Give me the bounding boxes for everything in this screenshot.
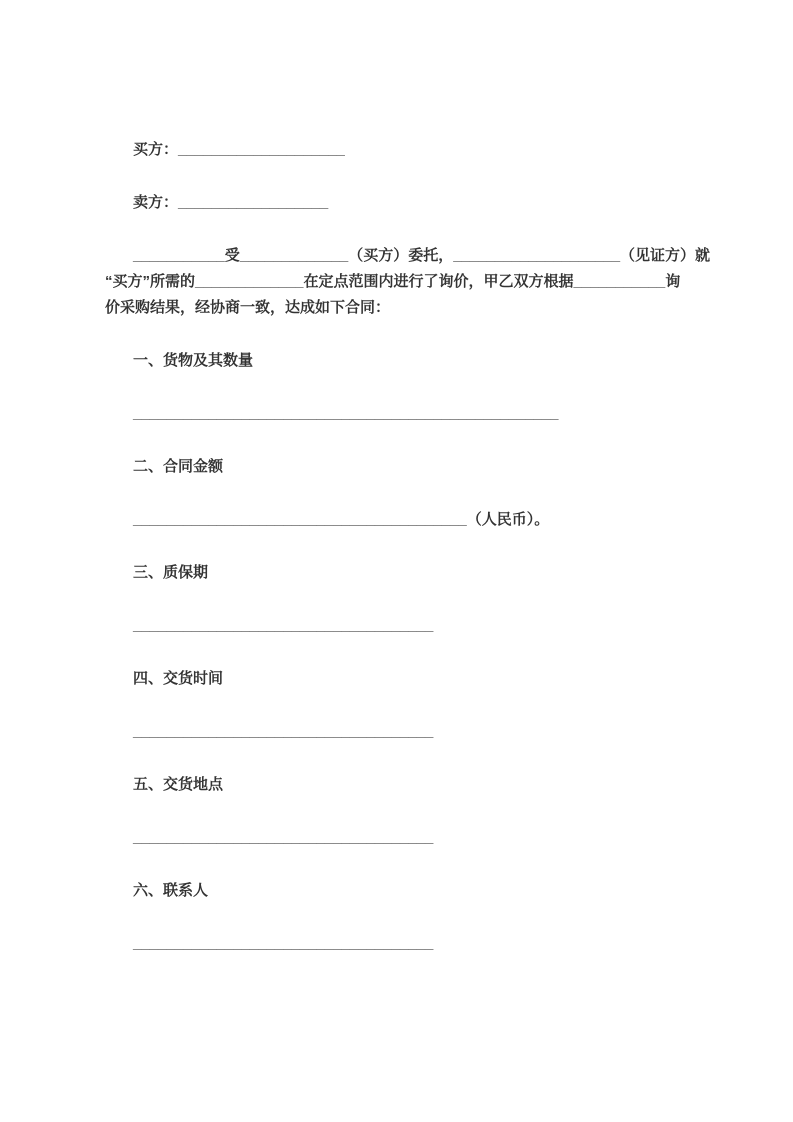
buyer-line — [105, 137, 697, 163]
intro-line-1: ___________受_____________（买方）委托，____________________（见证方）就 — [133, 247, 711, 264]
buyer-label: 买方： — [133, 141, 179, 158]
buyer-blank-field: ____________________ — [178, 141, 345, 158]
intro-line-2: “买方”所需的_____________在定点范围内进行了询价，甲乙双方根据___________询 — [105, 273, 681, 290]
section-2-blank-field: ________________________________________（人民币）。 — [133, 511, 550, 528]
section-3-blank-field: ____________________________________ — [133, 617, 434, 634]
seller-blank-field: __________________ — [178, 194, 329, 211]
seller-label: 卖方： — [133, 194, 179, 211]
section-6-title: 六、联系人 — [133, 882, 209, 899]
section-1-blank-field: ___________________________________________________ — [133, 405, 559, 422]
section-5-blank-field: ____________________________________ — [133, 829, 434, 846]
seller-line — [105, 190, 697, 216]
section-4-title: 四、交货时间 — [133, 670, 224, 687]
section-1-title: 一、货物及其数量 — [133, 352, 254, 369]
section-5-title: 五、交货地点 — [133, 776, 224, 793]
section-4-blank-field: ____________________________________ — [133, 723, 434, 740]
section-6-blank-field: ____________________________________ — [133, 935, 434, 952]
section-2-title: 二、合同金额 — [133, 458, 224, 475]
intro-line-3: 价采购结果，经协商一致，达成如下合同： — [105, 299, 391, 316]
intro-paragraph — [105, 243, 711, 321]
section-3-title: 三、质保期 — [133, 564, 209, 581]
